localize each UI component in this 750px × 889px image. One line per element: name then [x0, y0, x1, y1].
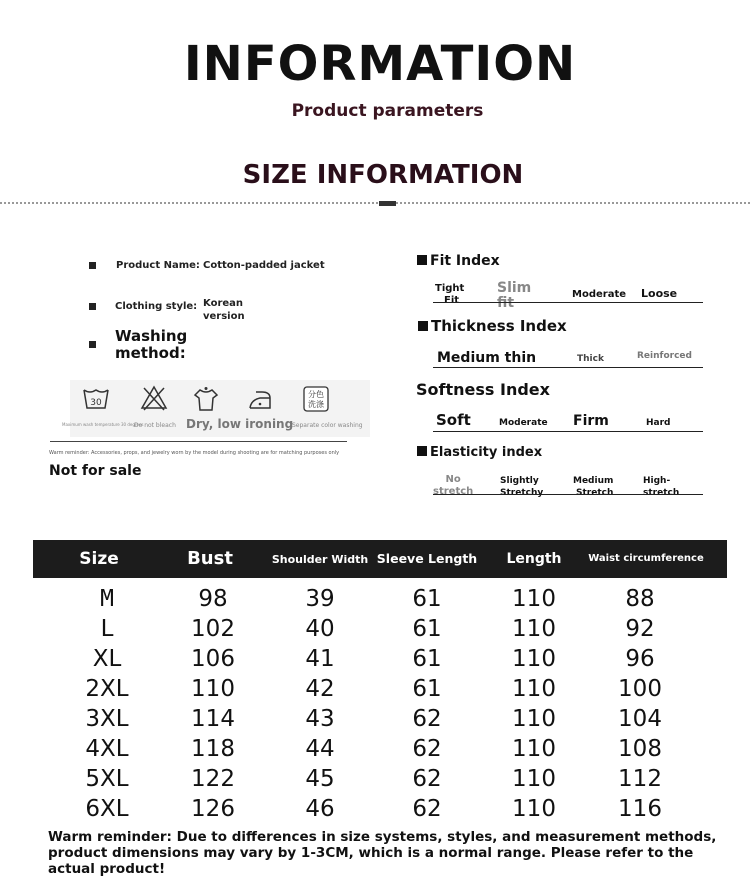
- not-for-sale-note: Not for sale: [49, 463, 142, 479]
- thickness-index-scale: [433, 367, 703, 368]
- model-accessories-note: Warm reminder: Accessories, props, and jewelry worn by the model during shooting are for matching purposes only: [49, 450, 340, 456]
- table-cell: 62: [412, 796, 442, 822]
- table-cell: 62: [412, 706, 442, 732]
- col-header-length: Length: [506, 551, 562, 567]
- table-cell: 104: [618, 706, 662, 732]
- elasticity-index-title: Elasticity index: [417, 445, 542, 460]
- square-icon: [418, 321, 428, 331]
- softness-option-firm: Firm: [573, 413, 609, 429]
- wash-30-icon: [82, 384, 110, 412]
- table-cell: 118: [191, 736, 235, 762]
- fit-option-loose: Loose: [641, 287, 678, 300]
- bullet: [89, 262, 96, 269]
- table-cell: 122: [191, 766, 235, 792]
- care-caption-wash: Maximum wash temperature 30 degrees: [62, 422, 144, 427]
- elasticity-index-scale: [433, 494, 703, 495]
- table-cell: 41: [305, 646, 335, 672]
- clothing-style-label: Clothing style:: [115, 301, 198, 312]
- softness-index-title: Softness Index: [416, 380, 550, 399]
- separate-glyph-bottom: 洗涤: [308, 400, 324, 409]
- table-cell: 62: [412, 736, 442, 762]
- table-cell: XL: [92, 646, 122, 672]
- washing-method-label: Washing method:: [115, 327, 188, 362]
- table-cell: 88: [625, 586, 655, 612]
- table-cell: 44: [305, 736, 335, 762]
- fit-option-moderate: Moderate: [572, 289, 627, 300]
- table-cell: 110: [512, 616, 556, 642]
- wash-temp-number: 30: [90, 398, 102, 408]
- table-cell: 110: [512, 676, 556, 702]
- fit-index-scale: [433, 302, 703, 303]
- table-cell: 42: [305, 676, 335, 702]
- col-header-shoulder: Shoulder Width: [271, 553, 369, 566]
- table-cell: 39: [305, 586, 335, 612]
- elasticity-option-high: High- stretch: [643, 476, 680, 498]
- page-subtitle: Product parameters: [291, 101, 484, 121]
- elasticity-option-no-stretch: No stretch: [433, 474, 474, 497]
- table-cell: 110: [512, 736, 556, 762]
- table-cell: 110: [512, 706, 556, 732]
- divider: [0, 202, 750, 204]
- table-cell: 106: [191, 646, 235, 672]
- no-bleach-icon: [140, 384, 168, 412]
- divider-mark: [379, 201, 396, 206]
- table-cell: 108: [618, 736, 662, 762]
- bullet: [89, 341, 96, 348]
- table-cell: 43: [305, 706, 335, 732]
- col-header-sleeve: Sleeve Length: [376, 551, 478, 566]
- fit-option-tight: Tight Fit: [435, 283, 465, 306]
- table-cell: 112: [618, 766, 662, 792]
- care-caption-bleach: Do not bleach: [134, 422, 176, 429]
- table-cell: 100: [618, 676, 662, 702]
- table-cell: 92: [625, 616, 655, 642]
- col-header-waist: Waist circumference: [588, 553, 704, 564]
- table-cell: 40: [305, 616, 335, 642]
- fit-index-title: Fit Index: [417, 253, 500, 269]
- table-cell: 3XL: [85, 706, 129, 732]
- table-cell: 102: [191, 616, 235, 642]
- table-cell: 98: [198, 586, 228, 612]
- table-cell: 114: [191, 706, 235, 732]
- care-icons-strip: [62, 380, 370, 437]
- iron-icon: [246, 386, 274, 414]
- table-cell: 126: [191, 796, 235, 822]
- separate-wash-icon: [302, 385, 330, 413]
- thickness-option-medium-thin: Medium thin: [437, 350, 537, 366]
- table-cell: 61: [412, 676, 442, 702]
- table-cell: 110: [512, 766, 556, 792]
- table-cell: L: [100, 616, 114, 642]
- table-cell: 6XL: [85, 796, 129, 822]
- clothing-style-value: Korean version: [203, 298, 245, 322]
- fit-option-slim: Slim fit: [497, 280, 532, 311]
- size-table-header: [33, 540, 727, 578]
- product-name-label: Product Name:: [116, 260, 200, 271]
- softness-option-soft: Soft: [436, 411, 471, 429]
- table-cell: 61: [412, 616, 442, 642]
- divider: [50, 441, 347, 442]
- low-iron-icon: [192, 386, 220, 414]
- thickness-option-thick: Thick: [577, 354, 604, 364]
- softness-option-hard: Hard: [646, 418, 671, 428]
- section-title: SIZE INFORMATION: [242, 160, 524, 190]
- product-name-value: Cotton-padded jacket: [203, 260, 325, 271]
- table-cell: 4XL: [85, 736, 129, 762]
- table-cell: 110: [512, 586, 556, 612]
- square-icon: [417, 255, 427, 265]
- care-caption-separate: Separate color washing: [292, 422, 363, 429]
- care-caption-dry: Dry, low ironing: [186, 417, 294, 431]
- table-cell: 61: [412, 586, 442, 612]
- table-cell: 110: [512, 796, 556, 822]
- col-header-bust: Bust: [187, 548, 233, 569]
- elasticity-option-medium: Medium Stretch: [573, 476, 614, 498]
- page-title: INFORMATION: [183, 36, 577, 92]
- table-cell: 110: [512, 646, 556, 672]
- table-cell: M: [100, 586, 114, 612]
- table-cell: 116: [618, 796, 662, 822]
- col-header-size: Size: [79, 549, 119, 569]
- bullet: [89, 303, 96, 310]
- table-cell: 61: [412, 646, 442, 672]
- separate-glyph-top: 分色: [308, 390, 324, 399]
- softness-option-moderate: Moderate: [499, 418, 548, 428]
- table-cell: 96: [625, 646, 655, 672]
- table-cell: 110: [191, 676, 235, 702]
- square-icon: [417, 446, 427, 456]
- table-cell: 46: [305, 796, 335, 822]
- thickness-option-reinforced: Reinforced: [637, 351, 692, 361]
- table-cell: 45: [305, 766, 335, 792]
- table-cell: 2XL: [85, 676, 129, 702]
- warm-reminder: Warm reminder: Due to differences in size systems, styles, and measurement methods, product dimensions may vary by 1-3CM, which is a normal range. Please refer to the actual product!: [48, 829, 717, 877]
- softness-index-scale: [433, 431, 703, 432]
- table-cell: 62: [412, 766, 442, 792]
- thickness-index-title: Thickness Index: [418, 317, 567, 335]
- table-cell: 5XL: [85, 766, 129, 792]
- elasticity-option-slightly: Slightly Stretchy: [500, 476, 544, 498]
